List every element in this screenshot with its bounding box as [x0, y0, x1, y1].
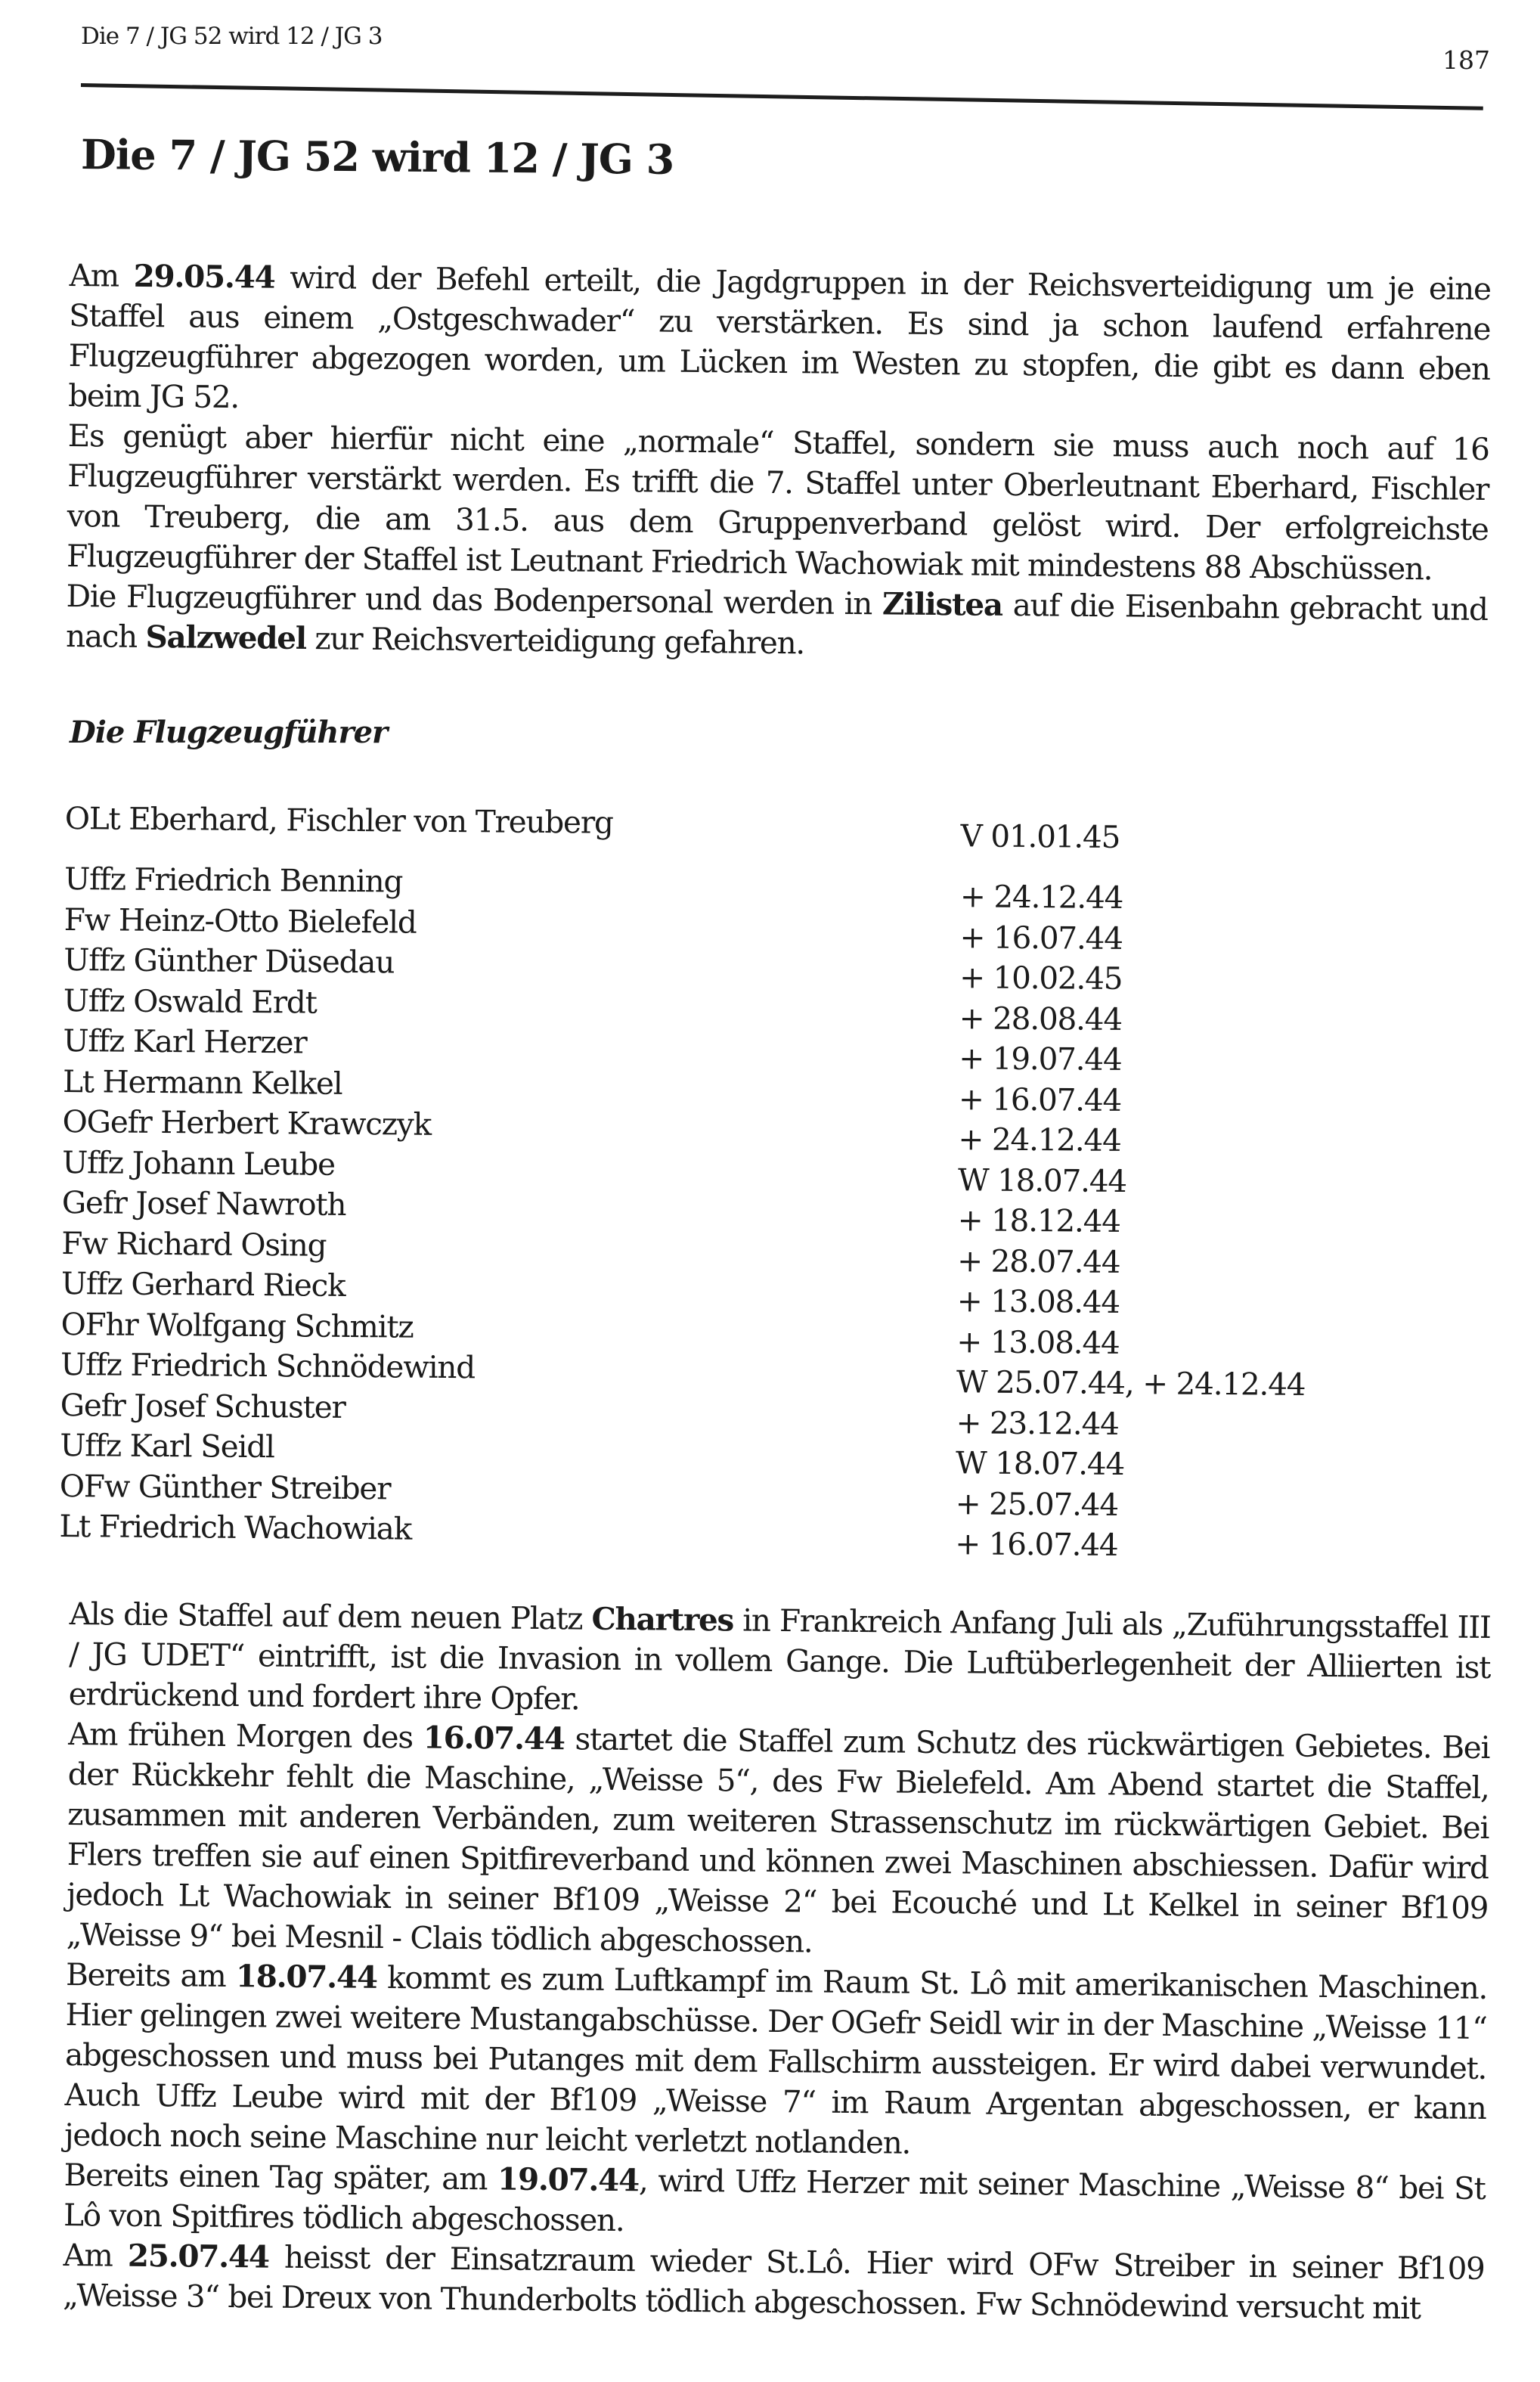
pilot-status: + 16.07.44: [958, 1080, 1122, 1118]
emphasized-text: 16.07.44: [423, 1719, 565, 1757]
intro-text: [66, 256, 1491, 670]
story-text: [63, 1594, 1491, 2329]
pilot-status: W 18.07.44: [955, 1444, 1125, 1483]
pilot-status: + 24.12.44: [958, 1121, 1121, 1158]
emphasized-text: 18.07.44: [235, 1958, 377, 1996]
paragraph: [64, 1955, 1487, 2169]
text-run: Bereits einen Tag später, am: [64, 2156, 498, 2197]
text-run: Am: [69, 256, 134, 294]
text-run: startet die Staffel zum Schutz des rückwärtigen Gebietes. Bei der Rückkehr fehlt die Maschine, „Weisse 5“, des Fw Bielefeld. Am Abend startet die Staffel, zusammen mit anderen Verbänden, zum weiteren Strassenschutz im rückwärtigen Gebiet. Bei Flers treffen sie auf einen Spitfireverband und können zwei Maschinen abschiessen. Dafür wird jedoch Lt Wachowiak in seiner Bf109 „Weisse 2“ bei Ecouché und Lt Kelkel in seiner Bf109 „Weisse 9“ bei Mesnil - Clais tödlich abgeschossen.: [66, 1720, 1490, 1960]
paragraph: [63, 2235, 1485, 2329]
pilot-name: Uffz Gerhard Rieck: [60, 1264, 345, 1304]
text-run: Am frühen Morgen des: [67, 1715, 423, 1756]
pilot-status: + 13.08.44: [956, 1323, 1120, 1361]
pilot-name: Uffz Johann Leube: [62, 1143, 336, 1183]
pilot-name: Gefr Josef Schuster: [60, 1386, 345, 1425]
text-run: Bereits am: [65, 1956, 237, 1995]
paragraph: [64, 2155, 1486, 2249]
text-run: Es genügt aber hierfür nicht eine „normale“ Staffel, sondern sie muss auch noch auf 16 Flugzeugführer verstärkt werden. Es trifft die 7. Staffel unter Oberleutnant Eberhard, Fischler von Treuberg, die am 31.5. aus dem Gruppenverband gelöst wird. Der erfolgreichste Flugzeugführer der Staffel ist Leutnant Friedrich Wachowiak mit mindestens 88 Abschüssen.: [66, 417, 1489, 588]
text-run: zur Reichsverteidigung gefahren.: [305, 620, 805, 662]
pilot-status: + 18.12.44: [957, 1202, 1121, 1239]
pilot-status: + 10.02.45: [959, 959, 1123, 997]
emphasized-text: Zilistea: [882, 585, 1003, 623]
paragraph: [66, 1714, 1489, 1968]
pilot-name: OFhr Wolfgang Schmitz: [60, 1305, 414, 1345]
pilot-status: W 25.07.44, + 24.12.44: [956, 1363, 1306, 1403]
pilot-name: Uffz Oswald Erdt: [63, 982, 317, 1021]
pilot-name: OFw Günther Streiber: [59, 1467, 391, 1506]
pilot-name: Uffz Friedrich Schnödewind: [60, 1345, 476, 1386]
emphasized-text: Salzwedel: [145, 618, 307, 657]
text-run: heisst der Einsatzraum wieder St.Lô. Hier wird OFw Streiber in seiner Bf109 „Weisse 3“ bei Dreux von Thunderbolts tödlich abgeschossen. Fw Schnödewind versucht mit: [62, 2238, 1485, 2327]
pilot-roster: [59, 800, 1350, 1563]
pilot-status: + 24.12.44: [959, 878, 1123, 916]
paragraph: [67, 416, 1489, 590]
pilot-name: Gefr Josef Nawroth: [61, 1183, 346, 1223]
pilot-name: OGefr Herbert Krawczyk: [62, 1103, 432, 1143]
pilot-status: + 19.07.44: [959, 1040, 1122, 1078]
pilot-name: Fw Richard Osing: [61, 1224, 327, 1264]
pilot-name: Fw Heinz-Otto Bielefeld: [64, 901, 417, 941]
pilots-heading: Die Flugzeugführer: [70, 715, 388, 750]
text-run: kommt es zum Luftkampf im Raum St. Lô mit amerikanischen Maschinen. Hier gelingen zwei weitere Mustangabschüsse. Der OGefr Seidl wir in der Maschine „Weisse 11“ abgeschossen und muss bei Putanges mit dem Fallschirm aussteigen. Er wird dabei verwundet. Auch Uffz Leube wird mit der Bf109 „Weisse 7“ im Raum Argentan abgeschossen, er kann jedoch noch seine Maschine nur leicht verletzt notlanden.: [64, 1959, 1488, 2161]
pilot-name: Uffz Günther Düsedau: [64, 941, 395, 981]
chapter-title: Die 7 / JG 52 wird 12 / JG 3: [80, 130, 674, 184]
pilot-name: Uffz Karl Seidl: [60, 1426, 274, 1465]
pilot-name: OLt Eberhard, Fischler von Treuberg: [64, 800, 613, 841]
emphasized-text: 19.07.44: [497, 2160, 640, 2199]
emphasized-text: 25.07.44: [127, 2237, 269, 2275]
paragraph: [66, 576, 1488, 670]
header-rule: [81, 83, 1483, 110]
text-run: Als die Staffel auf dem neuen Platz: [69, 1596, 592, 1637]
pilot-status: + 16.07.44: [959, 918, 1123, 957]
text-run: Am: [63, 2236, 129, 2274]
pilot-status: + 16.07.44: [955, 1525, 1118, 1563]
emphasized-text: 29.05.44: [133, 257, 275, 296]
text-run: in Frankreich Anfang Juli als „Zuführungsstaffel III / JG UDET“ eintrifft, ist die Invasion in vollem Gange. Die Luftüberlegenheit der Alliierten ist erdrückend und fordert ihre Opfer.: [68, 1602, 1491, 1717]
pilot-status: + 23.12.44: [956, 1403, 1119, 1442]
pilot-name: Lt Friedrich Wachowiak: [59, 1507, 412, 1547]
pilot-status: + 28.07.44: [957, 1242, 1120, 1280]
paragraph: [68, 1594, 1490, 1728]
pilot-status: + 25.07.44: [955, 1484, 1119, 1523]
text-run: , wird Uffz Herzer mit seiner Maschine „Weisse 8“ bei St Lô von Spitfires tödlich abgeschossen.: [63, 2162, 1486, 2239]
pilot-status: W 18.07.44: [957, 1161, 1127, 1199]
pilot-status: V 01.01.45: [960, 817, 1120, 855]
text-run: Die Flugzeugführer und das Bodenpersonal werden in: [66, 577, 883, 622]
pilot-name: Lt Hermann Kelkel: [62, 1062, 342, 1102]
page-number: 187: [1442, 45, 1490, 75]
pilot-name: Uffz Friedrich Benning: [64, 860, 403, 900]
text-run: auf die Eisenbahn gebracht und nach: [65, 586, 1488, 655]
running-header-title: Die 7 / JG 52 wird 12 / JG 3: [81, 23, 383, 50]
pilot-status: + 28.08.44: [959, 999, 1123, 1037]
pilot-status: + 13.08.44: [956, 1282, 1120, 1320]
paragraph: [68, 256, 1491, 430]
pilot-name: Uffz Karl Herzer: [63, 1022, 307, 1061]
emphasized-text: Chartres: [591, 1600, 734, 1639]
pilot-row: [64, 800, 1350, 870]
text-run: wird der Befehl erteilt, die Jagdgruppen in der Reichsverteidigung um je eine Staffel aus einem „Ostgeschwader“ zu verstärken. Es sind ja schon laufend erfahrene Flugzeugführer abgezogen worden, um Lücken im Westen zu stopfen, die gibt es dann eben beim JG 52.: [67, 259, 1491, 416]
